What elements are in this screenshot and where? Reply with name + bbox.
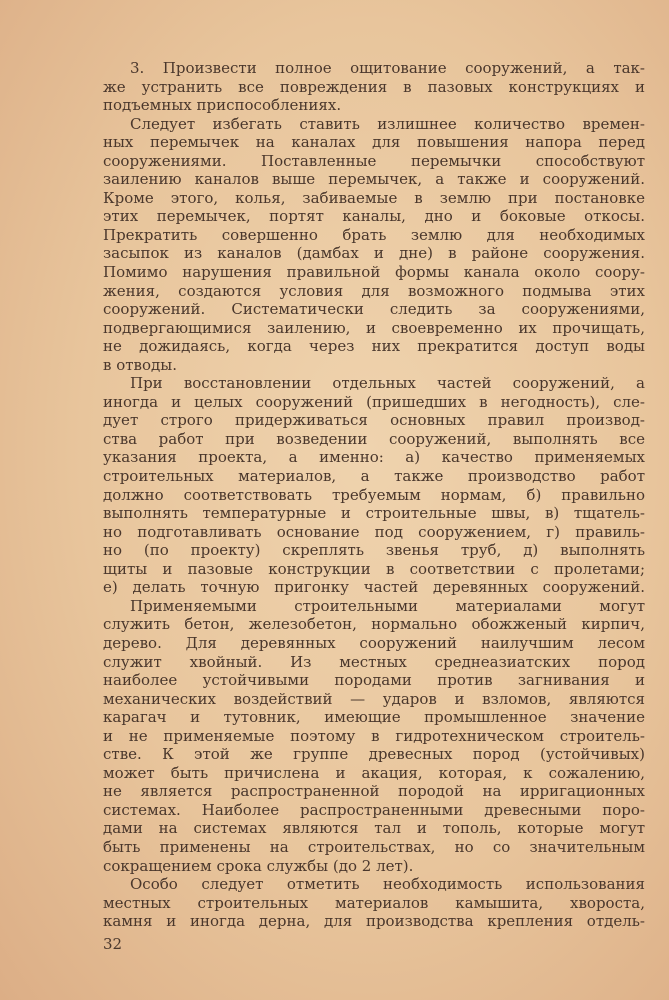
text-line: дами на системах являются тал и тополь, которые могут [103, 819, 645, 838]
text-line: заилению каналов выше перемычек, а также и сооружений. [103, 170, 645, 189]
text-line: служит хвойный. Из местных среднеазиатских пород [103, 652, 645, 671]
text-line: механических воздействий — ударов и взломов, являются [103, 689, 645, 708]
text-line: ства работ при возведении сооружений, выполнять все [103, 429, 645, 448]
text-line: жения, создаются условия для возможного подмыва этих [103, 281, 645, 300]
text-line: этих перемычек, портят каналы, дно и боковые откосы. [103, 207, 645, 226]
text-line: но подготавливать основание под сооружением, г) правиль- [103, 522, 645, 541]
paragraph [103, 875, 645, 931]
text-line: должно соответствовать требуемым нормам, б) правильно [103, 485, 645, 504]
text-line: подвергающимися заилению, и своевременно их прочищать, [103, 318, 645, 337]
body-text [103, 59, 645, 931]
text-line: системах. Наиболее распространенными древесными поро- [103, 800, 645, 819]
text-line: строительных материалов, а также производство работ [103, 467, 645, 486]
text-line: сооружений. Систематически следить за сооружениями, [103, 300, 645, 319]
text-line: быть применены на строительствах, но со значительным [103, 837, 645, 856]
text-line: стве. К этой же группе древесных пород (устойчивых) [103, 745, 645, 764]
text-line: Прекратить совершенно брать землю для необходимых [103, 225, 645, 244]
text-line: Особо следует отметить необходимость использования [130, 875, 645, 894]
text-line: не является распространенной породой на ирригационных [103, 782, 645, 801]
text-line: указания проекта, а именно: а) качество применяемых [103, 448, 645, 467]
text-line: может быть причислена и акация, которая, к сожалению, [103, 763, 645, 782]
text-line: Помимо нарушения правильной формы канала около соору- [103, 263, 645, 282]
text-line: дерево. Для деревянных сооружений наилучшим лесом [103, 633, 645, 652]
text-line: служить бетон, железобетон, нормально обожженый кирпич, [103, 615, 645, 634]
text-line: Применяемыми строительными материалами могут [130, 596, 645, 615]
page-number: 32 [103, 935, 123, 953]
text-line: и не применяемые поэтому в гидротехническом строитель- [103, 726, 645, 745]
text-line: камня и иногда дерна, для производства крепления отдель- [103, 912, 645, 931]
text-line: не дожидаясь, когда через них прекратится доступ воды [103, 337, 645, 356]
text-line: наиболее устойчивыми породами против загнивания и [103, 671, 645, 690]
text-line: Следует избегать ставить излишнее количество времен- [130, 114, 645, 133]
text-line: подъемных приспособлениях. [103, 96, 342, 115]
text-line: сооружениями. Поставленные перемычки способствуют [103, 151, 645, 170]
text-line: сокращением срока службы (до 2 лет). [103, 856, 414, 875]
text-line: но (по проекту) скреплять звенья труб, д) выполнять [103, 541, 645, 560]
text-line: 3. Произвести полное ощитование сооружений, а так- [130, 59, 645, 77]
paragraph [103, 597, 645, 875]
paragraph [103, 374, 645, 597]
paragraph [103, 115, 645, 375]
text-line: При восстановлении отдельных частей сооружений, а [130, 374, 645, 393]
text-line: щиты и пазовые конструкции в соответствии с пролетами; [103, 559, 645, 578]
paragraph [103, 59, 645, 115]
text-line: е) делать точную пригонку частей деревянных сооружений. [103, 578, 645, 597]
text-line: же устранить все повреждения в пазовых конструкциях и [103, 77, 645, 96]
text-line: иногда и целых сооружений (пришедших в негодность), сле- [103, 392, 645, 411]
text-line: засыпок из каналов (дамбах и дне) в районе сооружения. [103, 244, 645, 263]
text-line: местных строительных материалов камышита, хвороста, [103, 893, 645, 912]
text-line: Кроме этого, колья, забиваемые в землю при постановке [103, 188, 645, 207]
text-line: ных перемычек на каналах для повышения напора перед [103, 133, 645, 152]
text-line: выполнять температурные и строительные швы, в) тщатель- [103, 504, 645, 523]
text-line: в отводы. [103, 355, 177, 374]
text-line: карагач и тутовник, имеющие промышленное значение [103, 708, 645, 727]
text-line: дует строго придерживаться основных правил производ- [103, 411, 645, 430]
